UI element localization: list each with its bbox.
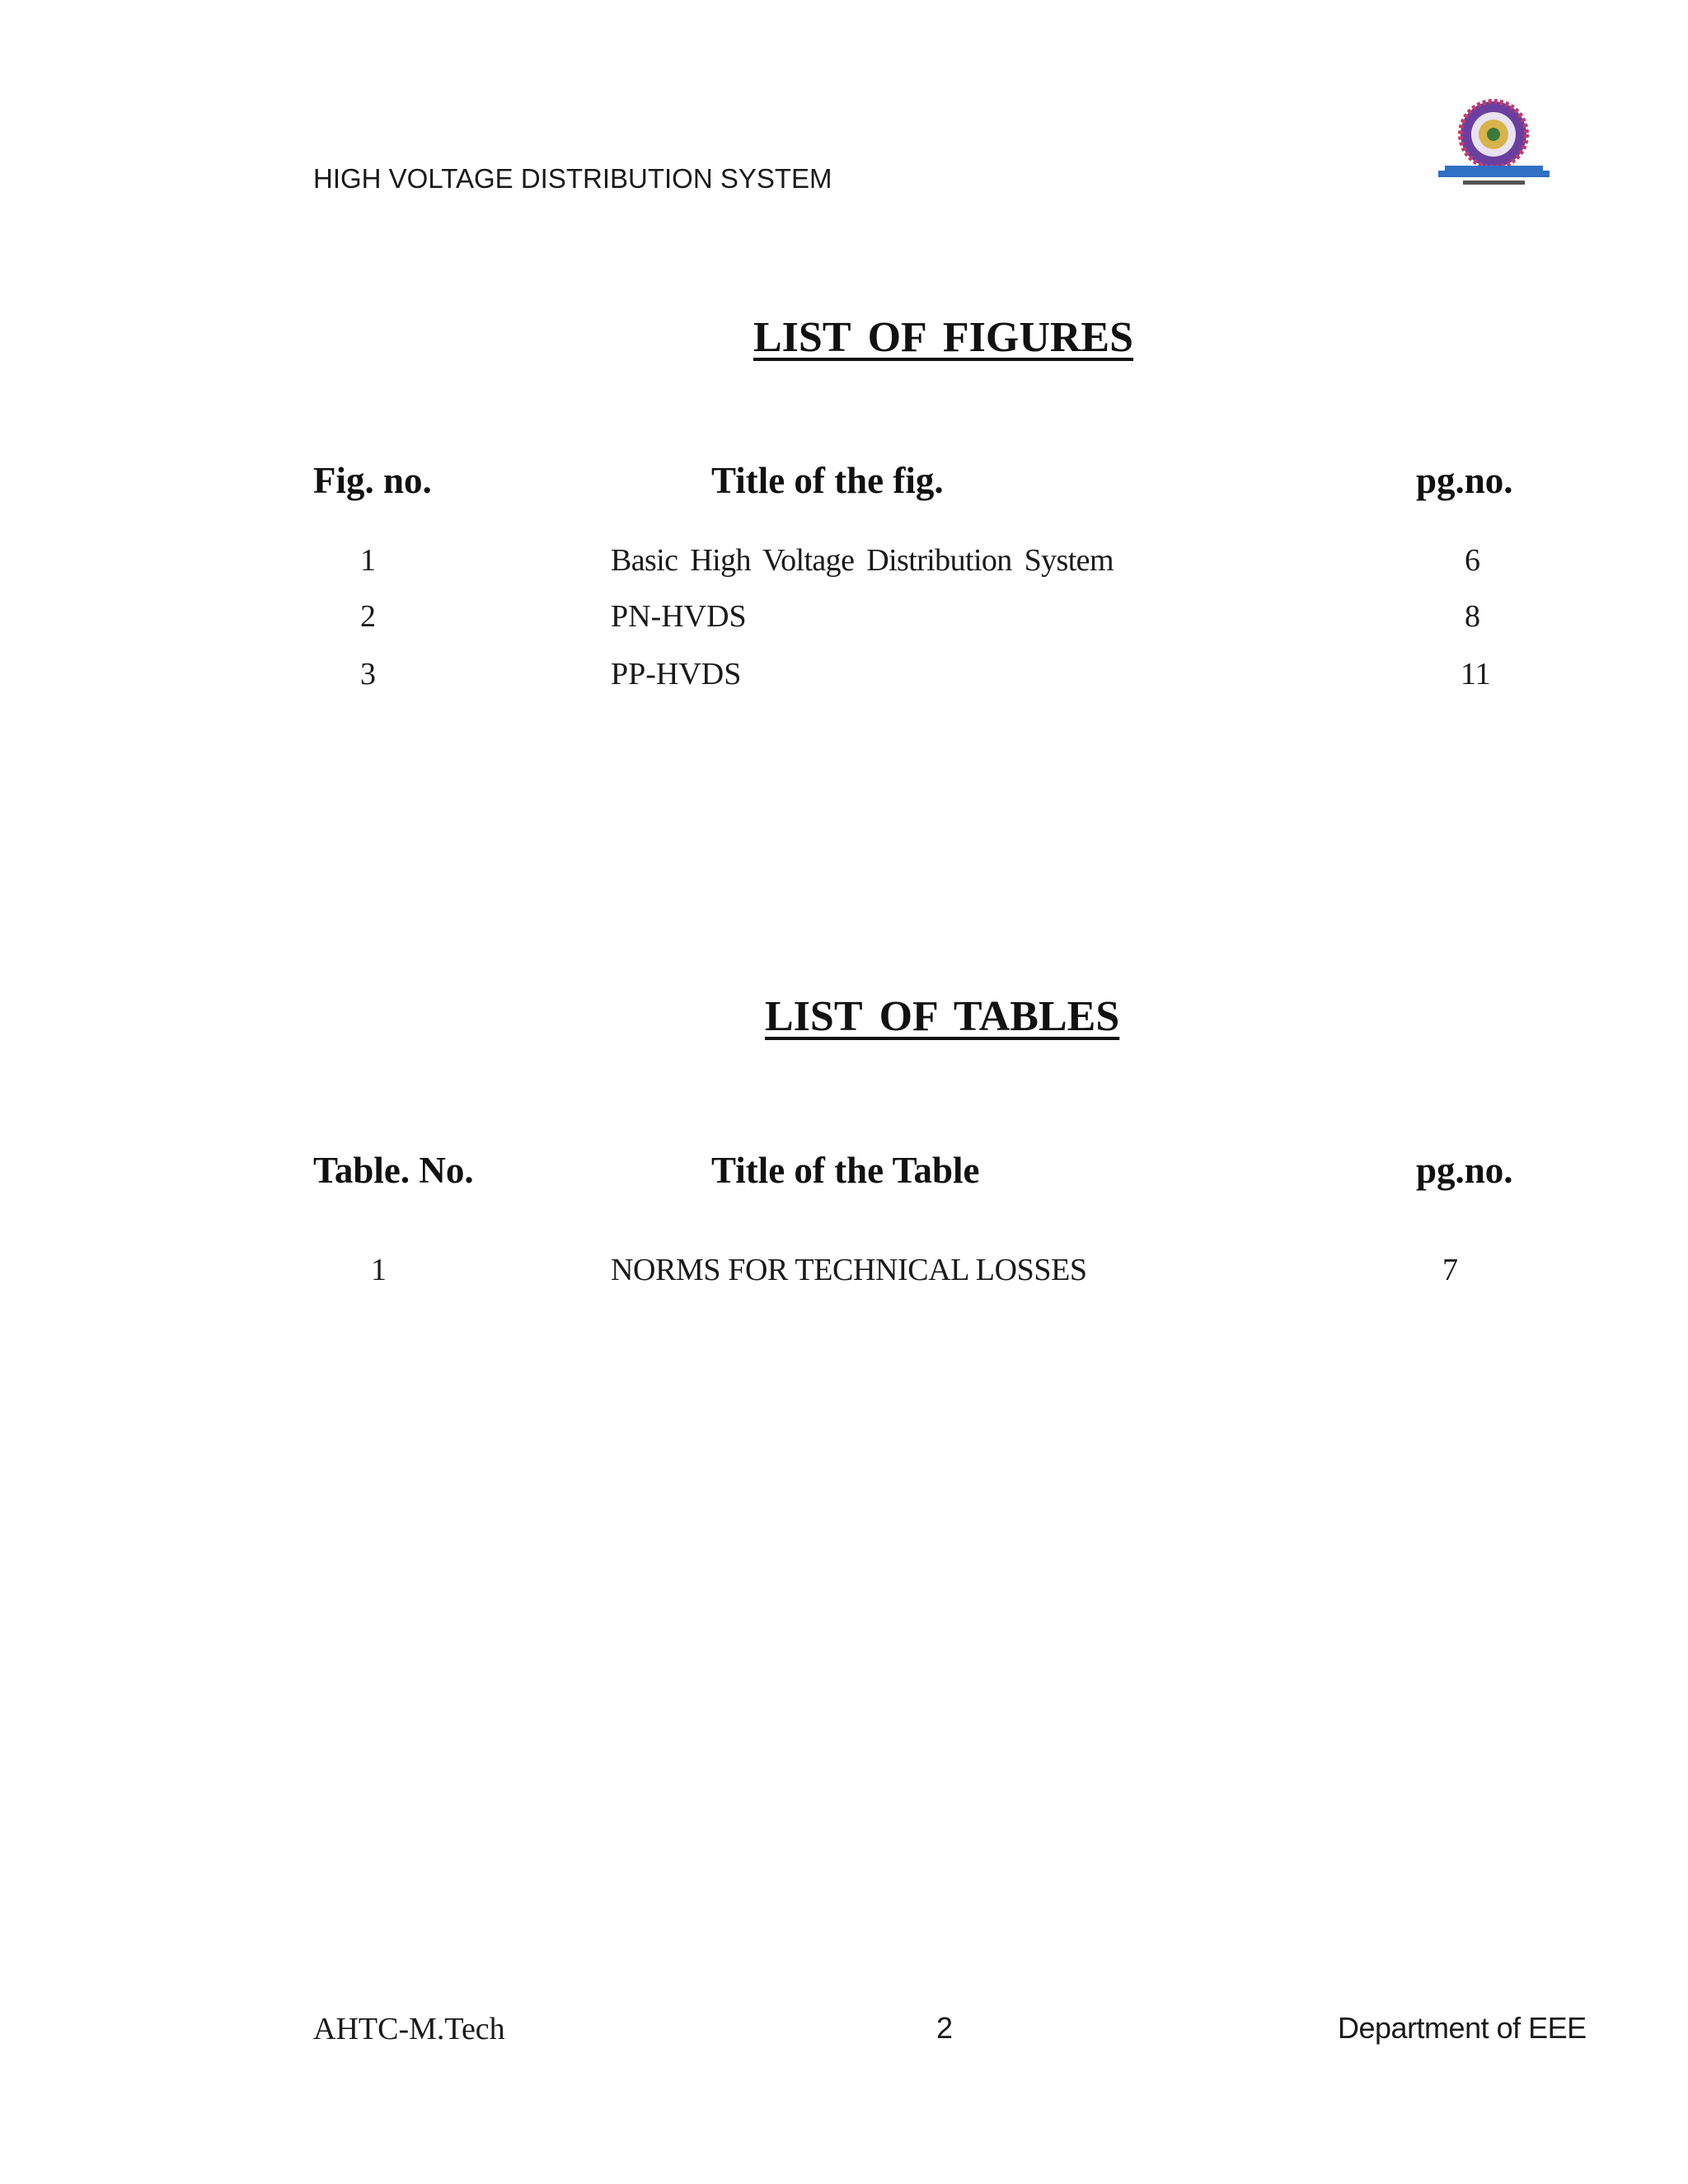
figures-col-page: pg.no. [1416,460,1513,501]
figure-row-1-title: Basic High Voltage Distribution System [611,543,1114,578]
page-number: 2 [936,2011,954,2045]
institution-logo-icon [1438,95,1550,194]
footer-right: Department of EEE [1338,2011,1587,2045]
tables-col-title: Title of the Table [711,1150,980,1191]
figure-row-3-no: 3 [360,657,376,691]
figures-col-no: Fig. no. [313,460,432,501]
figure-row-3-page: 11 [1461,657,1491,691]
figure-row-2-no: 2 [360,599,376,634]
footer-left: AHTC-M.Tech [313,2012,505,2046]
figure-row-2-title: PN-HVDS [611,599,747,634]
figure-row-2-page: 8 [1465,599,1480,634]
tables-col-page: pg.no. [1416,1150,1513,1191]
figure-row-1-page: 6 [1465,543,1480,578]
figure-row-1-no: 1 [360,543,376,578]
table-row-1-page: 7 [1442,1253,1458,1287]
table-row-1-title: NORMS FOR TECHNICAL LOSSES [611,1253,1087,1287]
figures-col-title: Title of the fig. [711,460,944,501]
tables-col-no: Table. No. [313,1150,474,1191]
figures-heading: LIST OF FIGURES [753,314,1134,361]
table-row-1-no: 1 [371,1253,387,1287]
figure-row-3-title: PP-HVDS [611,657,742,691]
running-header: HIGH VOLTAGE DISTRIBUTION SYSTEM [313,163,832,194]
tables-heading: LIST OF TABLES [765,993,1120,1040]
